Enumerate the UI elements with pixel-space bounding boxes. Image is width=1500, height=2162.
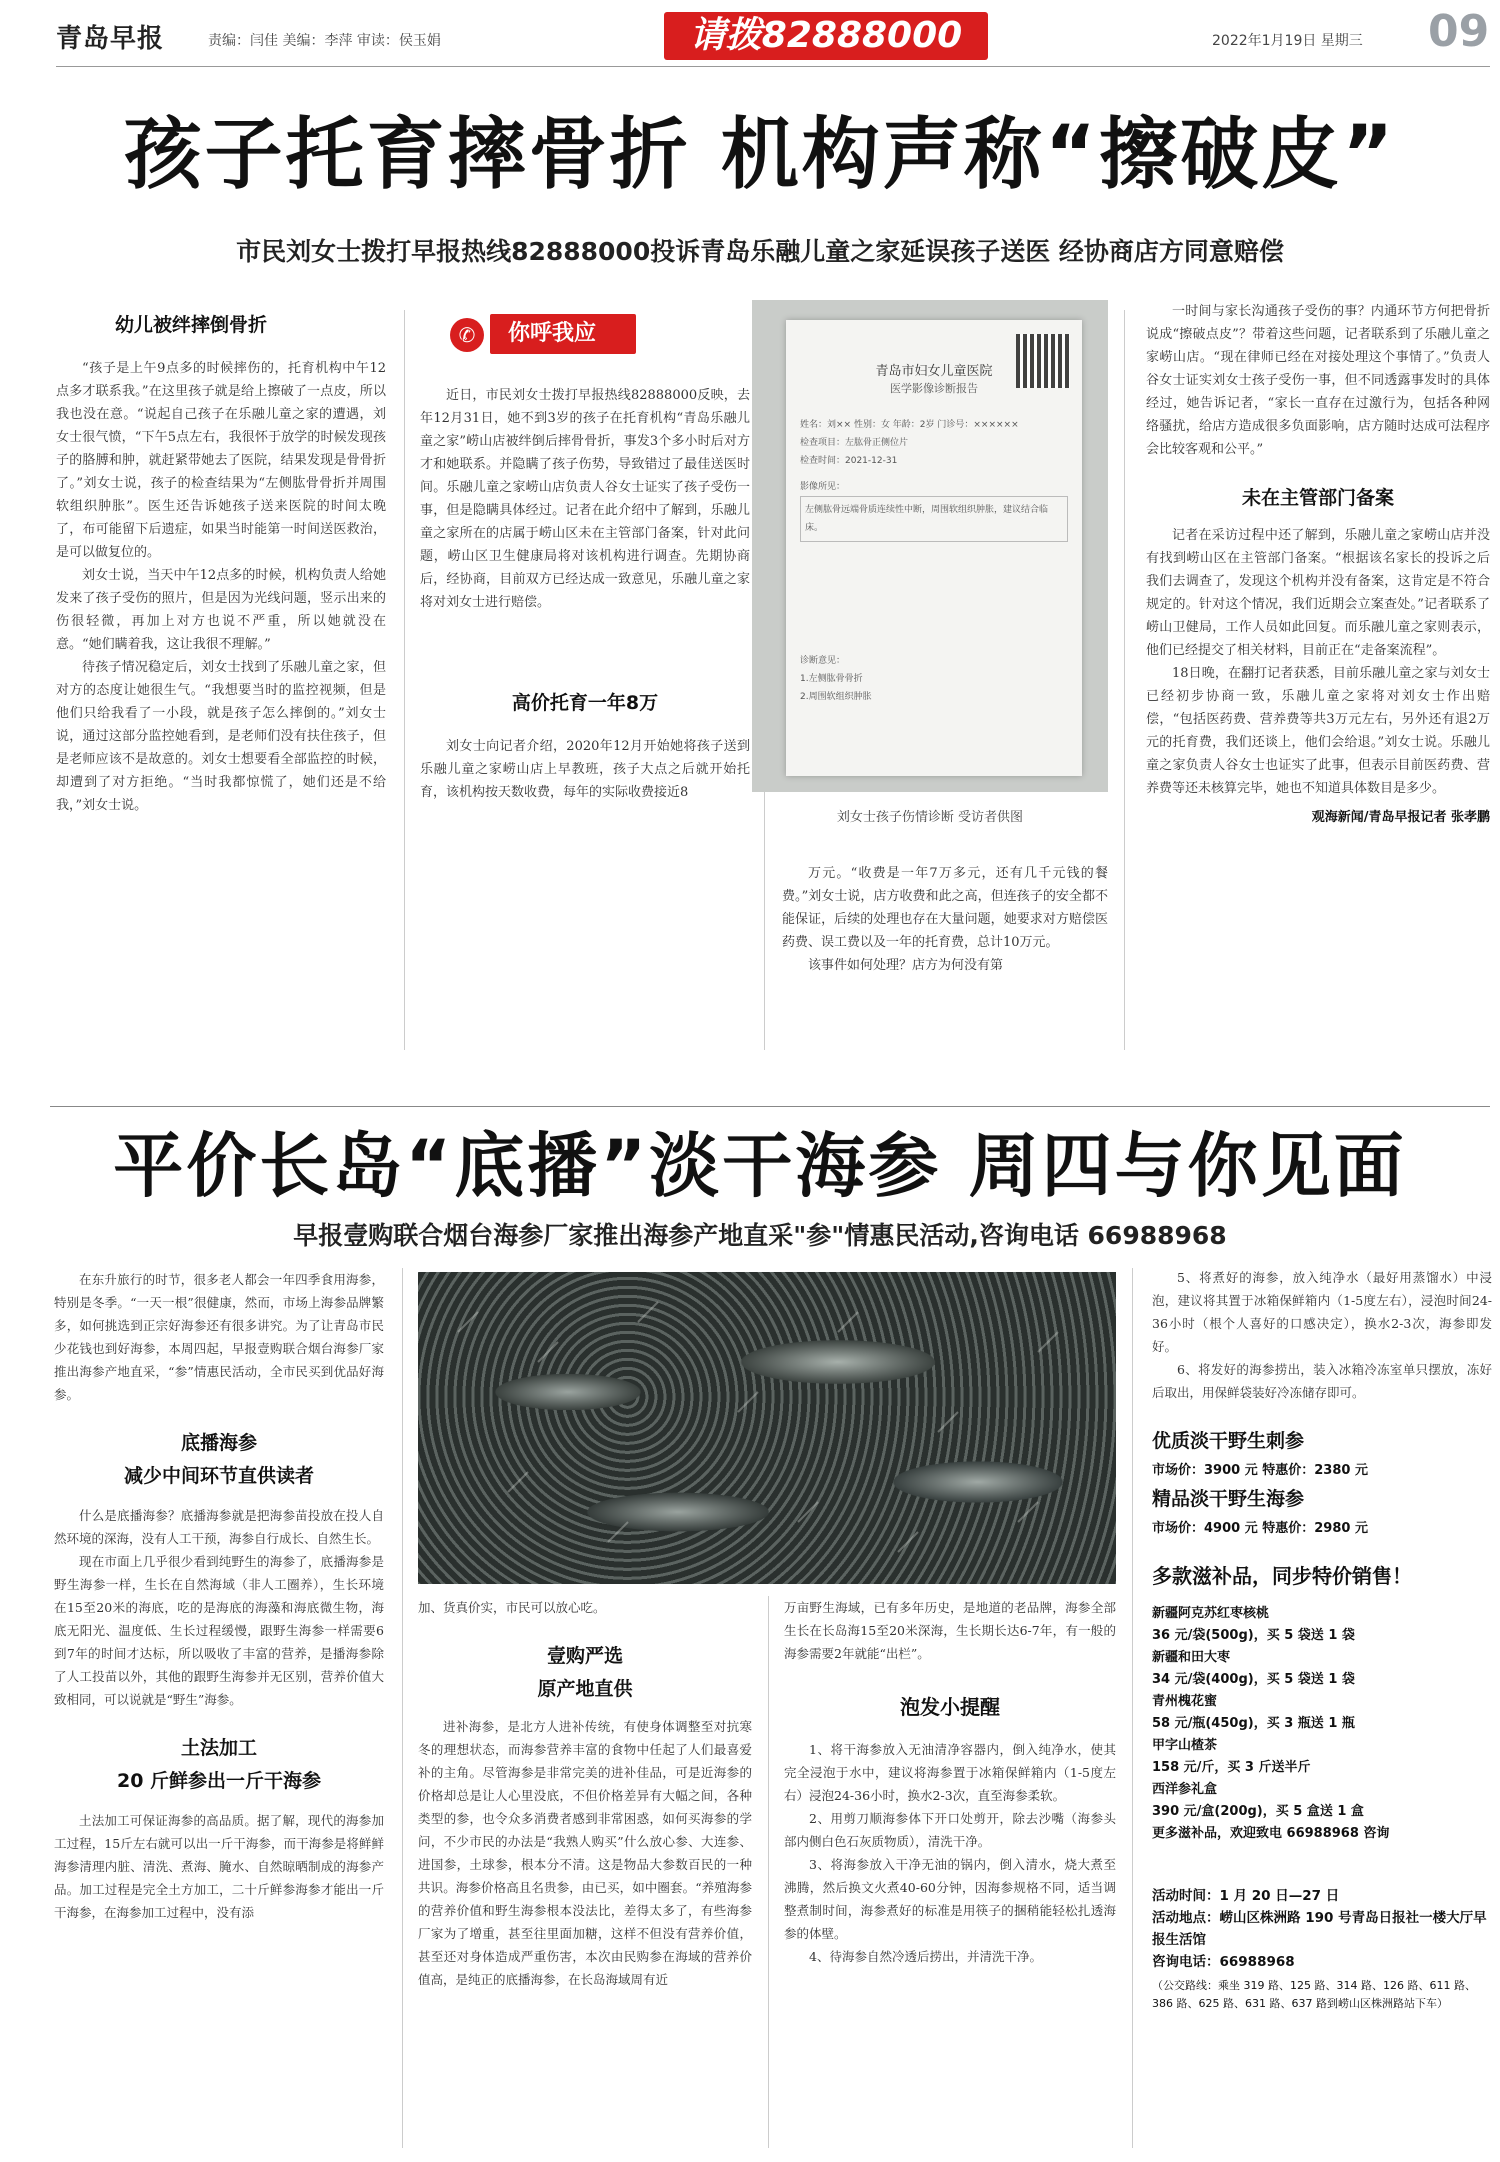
promo-item-offer: 34 元/袋(400g)，买 5 袋送 1 袋: [1152, 1672, 1355, 1687]
col4-paragraph-3: 18日晚，在翻打记者获悉，目前乐融儿童之家与刘女士已经初步协商一致，乐融儿童之家将对刘女士作出赔偿，“包括医药费、营养费等共3万元左右，另外还有退2万元的托育费，我们还谈上，他们会给退。”刘女士说。乐融儿童之家负责人谷女士也证实了此事，但表示目前医药费、营养费等还未核算完毕，她也不知道具体数目是多少。: [1146, 666, 1490, 796]
s2-col1-heading-a: 底播海参: [180, 1432, 257, 1454]
product-price: 市场价：3900 元 特惠价：2380 元: [1152, 1463, 1368, 1478]
col4-paragraph-2: 记者在采访过程中还了解到，乐融儿童之家崂山店并没有找到崂山区在主管部门备案。“根据该名家长的投诉之后我们去调查了，发现这个机构并没有备案，这肯定是不符合规定的。针对这个情况，我们近期会立案查处。”记者联系了崂山卫健局，工作人员如此回复。而乐融儿童之家则表示，他们已经提交了相关材料，目前正在“走备案流程”。: [1146, 528, 1490, 658]
s2-col3-paragraph-2: 1、将干海参放入无油清净容器内，倒入纯净水，使其完全浸泡于水中，建议将海参置于冰箱保鲜箱内（1-5度左右）浸泡24-36小时，换水2-3次，直至海参柔软。: [784, 1742, 1116, 1803]
report-line: 左侧肱骨远端骨质连续性中断，周围软组织肿胀，建议结合临床。: [800, 496, 1068, 542]
story1-col3: [782, 862, 1108, 977]
promo-list: [1152, 1603, 1492, 1845]
report-line: 姓名：刘×× 性别：女 年龄：2岁 门诊号：××××××: [800, 420, 1019, 430]
photo-caption: 刘女士孩子伤情诊断 受访者供图: [836, 810, 1024, 825]
s2-col1-paragraph-2: 什么是底播海参？底播海参就是把海参苗投放在投人自然环境的深海，没有人工干预，海参自行成长、自然生长。: [54, 1508, 384, 1546]
column-divider: [1124, 310, 1125, 1050]
report-hospital-name: 青岛市妇女儿童医院: [875, 364, 993, 379]
s2-col3-paragraph-4: 3、将海参放入干净无油的锅内，倒入清水，烧大煮至沸腾，然后换文火煮40-60分钟，因海参规格不同，适当调整煮制时间，海参煮好的标准是用筷子的捆稍能轻松扎透海参的体壁。: [784, 1857, 1116, 1941]
report-line: 1.左侧肱骨骨折: [800, 674, 863, 684]
s2-col1-heading2-b: 20 斤鲜参出一斤干海参: [116, 1770, 322, 1792]
promo-item-name: 更多滋补品，欢迎致电 66988968 咨询: [1152, 1826, 1390, 1841]
event-place: 活动地点：崂山区株洲路 190 号青岛日报社一楼大厅早报生活馆: [1152, 1910, 1487, 1948]
medical-report-document: [786, 320, 1082, 776]
promo-title: 多款滋补品，同步特价销售！: [1152, 1564, 1412, 1588]
product-name: 精品淡干野生海参: [1152, 1488, 1305, 1510]
column-divider: [402, 1268, 403, 2148]
product-offer: [1152, 1426, 1492, 1478]
s2-col1-heading2-a: 土法加工: [180, 1737, 257, 1759]
story2-col4: [1152, 1266, 1492, 2013]
column-divider: [768, 1596, 769, 2148]
you-call-we-respond-tag: [450, 312, 750, 360]
column-divider: [404, 310, 405, 1050]
bus-info: （公交路线：乘坐 319 路、125 路、314 路、126 路、611 路、386 路、625 路、631 路、637 路到崂山区株洲路站下车）: [1152, 1979, 1476, 2010]
promo-item-name: 西洋参礼盒: [1152, 1782, 1218, 1797]
event-info: [1152, 1885, 1492, 2013]
report-body: [800, 416, 1068, 706]
col4-paragraph-1: 一时间与家长沟通孩子受伤的事？内通环节方何把骨折说成“擦破点皮”？带着这些问题，记者联系到了乐融儿童之家崂山店。“现在律师已经在对接处理这个事情了。”负责人谷女士证实刘女士孩子受伤一事，但不同透露事发时的具体经过，她告诉记者，“家长一直存在过激行为，包括各种网络骚扰，给店方造成很多负面影响，店方随时达成可法程序会比较客观和公平。”: [1146, 304, 1490, 457]
promo-item-name: 新疆和田大枣: [1152, 1650, 1231, 1665]
story1-col4: [1146, 300, 1490, 825]
event-phone: 咨询电话：66988968: [1152, 1954, 1295, 1970]
hotline-text: 请拨82888000: [689, 15, 963, 56]
s2-col2-paragraph-2: 进补海参，是北方人进补传统，有使身体调整至对抗寒冬的理想状态，而海参营养丰富的食物中任起了人们最喜爱补的主角。尽管海参是非常完美的进补佳品，可是近海参的价格却总是让人心里没底，不但价格差异有大幅之间，各种类型的参，也令众多消费者感到非常困惑，如何买海参的学问，不少市民的办法是“我熟人购买”什么放心参、大连参、进国参，土球参，根本分不清。这是物品大参数百民的一种共识。海参价格高且名贵参，由已买，如中圈套。“养殖海参的营养价值和野生海参根本没法比，差得太多了，有些海参厂家为了增重，甚至往里面加糖，这样不但没有营养价值，甚至还对身体造成严重伤害，本次由民购参在海域的营养价值高，是纯正的底播海参，在长岛海域周有近: [418, 1719, 752, 1987]
story2-headline: 平价长岛“底播”淡干海参 周四与你见面: [113, 1125, 1407, 1207]
report-line: 检查时间：2021-12-31: [800, 456, 898, 466]
col4-heading: 未在主管部门备案: [1241, 487, 1394, 509]
col1-paragraph-3: 待孩子情况稳定后，刘女士找到了乐融儿童之家，但对方的态度让她很生气。“我想要当时的监控视频，但是他们只给我看了一小段，就是孩子怎么摔倒的。”刘女士说，通过这部分监控她看到，是老师们没有扶住孩子，但是老师应该不是故意的。刘女士想要看全部监控的时候，却遭到了对方拒绝。“当时我都惊慌了，她们还是不给我，”刘女士说。: [56, 660, 386, 813]
hotline-banner: [664, 12, 988, 60]
promo-item-name: 甲字山楂茶: [1152, 1738, 1218, 1753]
s2-col2-paragraph-1: 加、货真价实，市民可以放心吃。: [418, 1600, 606, 1615]
product-price: 市场价：4900 元 特惠价：2980 元: [1152, 1521, 1368, 1536]
phone-icon: ✆: [450, 318, 484, 352]
promo-item-offer: 36 元/袋(500g)，买 5 袋送 1 袋: [1152, 1628, 1355, 1643]
logo-text: 青岛早报: [56, 24, 165, 54]
col1-paragraph-1: “孩子是上午9点多的时候摔伤的，托育机构中午12点多才联系我。”在这里孩子就是给上擦破了一点皮，所以我也没在意。“说起自己孩子在乐融儿童之家的遭遇，刘女士很气愤，“下午5点左右，我很怀于放学的时候发现孩子的胳膊和肿，就赶紧带她去了医院，结果发现是骨骨折了。”刘女士说，孩子的检查结果为“左侧肱骨骨折并周围软组织肿胀”。医生还告诉她孩子送来医院的时间太晚了，布可能留下后遗症，如果当时能第一时间送医救治，是可以做复位的。: [56, 361, 386, 560]
story1-subhead: 市民刘女士拨打早报热线82888000投诉青岛乐融儿童之家延误孩子送医 经协商店方同意赔偿: [236, 237, 1284, 266]
section-tag-label: 你呼我应: [490, 314, 636, 354]
col2-paragraph-1: 近日，市民刘女士拨打早报热线82888000反映，去年12月31日，她不到3岁的孩子在托育机构“青岛乐融儿童之家”崂山店被绊倒后摔骨骨折，事发3个多小时后对方才和她联系。并隐瞒了孩子伤势，导致错过了最佳送医时间。乐融儿童之家崂山店负责人谷女士证实了孩子受伤一事，但是隐瞒具体经过。记者在此介绍中了解到，乐融儿童之家所在的店属于崂山区未在主管部门备案，针对此问题，崂山区卫生健康局将对该机构进行调查。先期协商后，经协商，目前双方已经达成一致意见，乐融儿童之家将对刘女士进行赔偿。: [420, 388, 750, 610]
product-name: 优质淡干野生刺参: [1152, 1430, 1305, 1452]
report-line: 影像所见：: [800, 482, 846, 492]
s2-col1-heading-b: 减少中间环节直供读者: [123, 1465, 314, 1487]
story2-col1: [54, 1268, 384, 1924]
event-time: 活动时间：1 月 20 日—27 日: [1152, 1888, 1340, 1904]
issue-date: 2022年1月19日 星期三: [1212, 33, 1363, 49]
newspaper-logo: [56, 18, 164, 55]
s2-col3-heading: 泡发小提醒: [900, 1695, 1000, 1719]
spikes-texture: [418, 1272, 1116, 1584]
story1-col1: [56, 310, 386, 817]
editors-line: 责编：闫佳 美编：李萍 审读：侯玉娟: [208, 33, 441, 49]
promo-item-offer: 158 元/斤，买 3 斤送半斤: [1152, 1760, 1311, 1775]
col2-paragraph-2: 刘女士向记者介绍，2020年12月开始她将孩子送到乐融儿童之家崂山店上早教班，孩子大点之后就开始托育，该机构按天数收费，每年的实际收费接近8: [420, 739, 750, 800]
s2-col4-paragraph-2: 6、将发好的海参捞出，装入冰箱冷冻室单只摆放，冻好后取出，用保鲜袋装好冷冻储存即可。: [1152, 1362, 1492, 1400]
promo-item-name: 青州槐花蜜: [1152, 1694, 1218, 1709]
s2-col3-paragraph-1: 万亩野生海域，已有多年历史，是地道的老品牌，海参全部生长在长岛海15至20米深海，生长期长达6-7年，有一般的海参需要2年就能“出栏”。: [784, 1600, 1116, 1661]
story1-byline: 观海新闻/青岛早报记者 张孝鹏: [1311, 810, 1490, 825]
story1-col2: [420, 312, 750, 804]
col1-heading: 幼儿被绊摔倒骨折: [114, 314, 267, 336]
s2-col1-paragraph-4: 土法加工可保证海参的高品质。据了解，现代的海参加工过程，15斤左右就可以出一斤干海参，而干海参是将鲜鲜海参清理内脏、清洗、煮海、腌水、自然晾晒制成的海参产品。加工过程是完全土方加工，二十斤鲜参海参才能出一斤干海参，在海参加工过程中，没有添: [54, 1813, 384, 1920]
report-title: 医学影像诊断报告: [890, 382, 978, 395]
sea-cucumber-photo: [418, 1272, 1116, 1584]
promo-item-offer: 390 元/盒(200g)，买 5 盒送 1 盒: [1152, 1804, 1364, 1819]
story1-headline: 孩子托育摔骨折 机构声称“擦破皮”: [123, 110, 1397, 200]
s2-col2-heading-b: 原产地直供: [537, 1678, 633, 1700]
column-divider: [1132, 1268, 1133, 2148]
report-line: 诊断意见：: [800, 656, 846, 666]
masthead: [0, 0, 1500, 68]
story2-col3: [784, 1596, 1116, 1968]
story2-subhead: 早报壹购联合烟台海参厂家推出海参产地直采"参"情惠民活动,咨询电话 66988968: [293, 1221, 1227, 1250]
page-number: 09: [1428, 6, 1490, 57]
s2-col1-paragraph-3: 现在市面上几乎很少看到纯野生的海参了，底播海参是野生海参一样，生长在自然海域（非人工圈养），生长环境在15至20米的海底，吃的是海底的海藻和海底微生物，海底无阳光、温度低、生长过程缓慢，跟野生海参一样需要6到7年的时间才达标，所以吸收了丰富的营养，是播海参除了人工投苗以外，其他的跟野生海参并无区别，营养价值大致相同，可以说就是“野生”海参。: [54, 1554, 384, 1707]
story2-col2: [418, 1596, 752, 1991]
report-line: 检查项目：左肱骨正侧位片: [800, 438, 909, 448]
s2-col1-paragraph-1: 在东升旅行的时节，很多老人都会一年四季食用海参，特别是冬季。“一天一根”很健康，然而，市场上海参品牌繁多，如何挑选到正宗好海参还有很多讲究。为了让青岛市民少花钱也到好海参，本周四起，早报壹购联合烟台海参厂家推出海参产地直采，“参”情惠民活动，全市民买到优品好海参。: [54, 1272, 384, 1402]
col3-paragraph-1: 万元。“收费是一年7万多元，还有几千元钱的餐费。”刘女士说，店方收费和此之高，但连孩子的安全都不能保证，后续的处理也存在大量问题，她要求对方赔偿医药费、误工费以及一年的托育费，总计10万元。: [782, 866, 1108, 950]
story1-photo: [752, 300, 1108, 792]
col2-heading-2: 高价托育一年8万: [511, 692, 659, 714]
s2-col3-paragraph-5: 4、待海参自然冷透后捞出，并清洗干净。: [809, 1949, 1042, 1964]
s2-col4-paragraph-1: 5、将煮好的海参，放入纯净水（最好用蒸馏水）中浸泡，建议将其置于冰箱保鲜箱内（1-5度左右），浸泡时间24-36小时（根个人喜好的口感决定），换水2-3次，海参即发好。: [1152, 1270, 1492, 1354]
promo-item-offer: 58 元/瓶(450g)，买 3 瓶送 1 瓶: [1152, 1716, 1355, 1731]
masthead-divider: [56, 66, 1490, 67]
col3-paragraph-2: 该事件如何处理？店方为何没有第: [808, 958, 1004, 973]
s2-col3-paragraph-3: 2、用剪刀顺海参体下开口处剪开，除去沙嘴（海参头部内侧白色石灰质物质），清洗干净。: [784, 1811, 1116, 1849]
promo-item-name: 新疆阿克苏红枣核桃: [1152, 1606, 1270, 1621]
col1-paragraph-2: 刘女士说，当天中午12点多的时候，机构负责人给她发来了孩子受伤的照片，但是因为光线问题，竖示出来的伤很轻微，再加上对方也说不严重，所以她就没在意。“她们瞒着我，这让我很不理解。”: [56, 568, 386, 652]
s2-col2-heading-a: 壹购严选: [546, 1645, 623, 1667]
report-line: 2.周围软组织肿胀: [800, 692, 872, 702]
story-divider: [50, 1106, 1490, 1107]
product-offer: [1152, 1484, 1492, 1536]
